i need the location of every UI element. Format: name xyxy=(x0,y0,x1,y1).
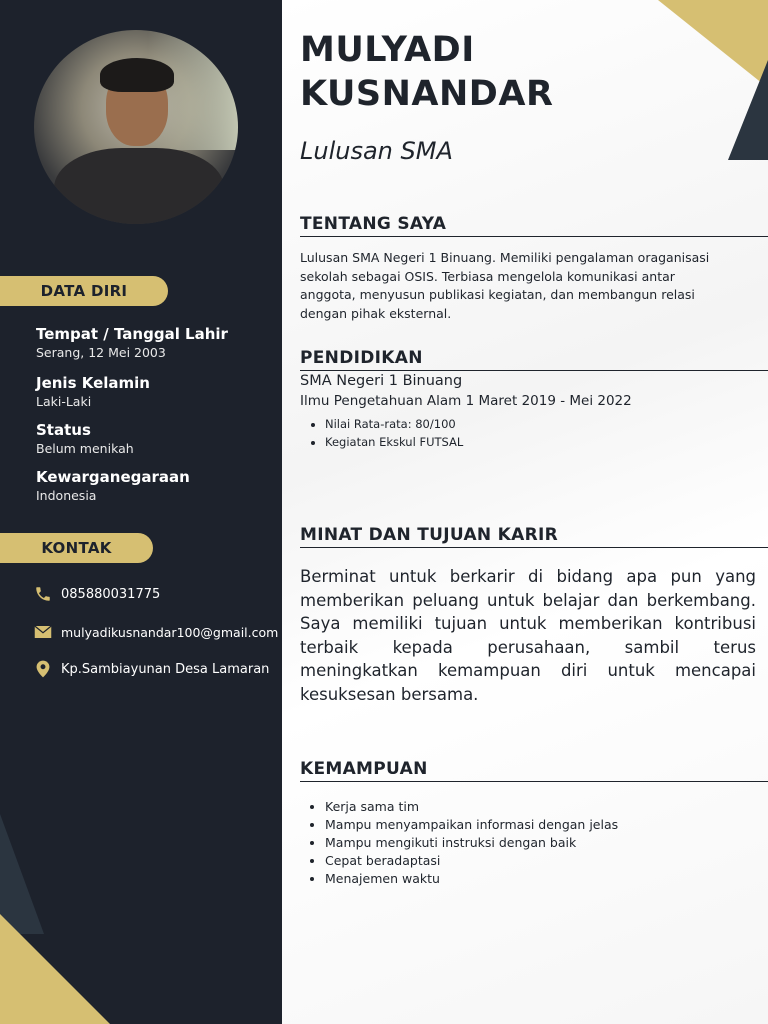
kontak-heading: KONTAK xyxy=(0,533,153,563)
section-title-skills: KEMAMPUAN xyxy=(300,759,768,782)
contact-phone[interactable] xyxy=(34,585,160,603)
phone-icon xyxy=(34,585,52,603)
contact-email[interactable] xyxy=(34,623,278,641)
field-value: Indonesia xyxy=(36,488,97,503)
field-citizenship xyxy=(36,467,190,505)
skills-list xyxy=(308,798,618,888)
education-school: SMA Negeri 1 Binuang xyxy=(300,373,463,389)
sidebar xyxy=(0,0,282,1024)
profile-subtitle: Lulusan SMA xyxy=(300,137,453,165)
list-item: • Kegiatan Ekskul FUTSAL xyxy=(325,433,463,451)
field-label: Status xyxy=(36,421,91,439)
list-item: • Menajemen waktu xyxy=(325,870,618,888)
decor-triangle xyxy=(728,60,768,160)
name-line-1: MULYADI xyxy=(300,30,475,70)
field-birth xyxy=(36,324,228,362)
email-icon xyxy=(34,623,52,641)
name-line-2: KUSNANDAR xyxy=(300,74,554,114)
contact-address-text: Kp.Sambiayunan Desa Lamaran xyxy=(61,661,270,677)
contact-phone-text: 085880031775 xyxy=(61,586,161,602)
field-gender xyxy=(36,373,150,411)
field-value: Laki-Laki xyxy=(36,394,92,409)
list-item: • Mampu menyampaikan informasi dengan jelas xyxy=(325,816,618,834)
about-text xyxy=(300,249,740,323)
field-label: Tempat / Tanggal Lahir xyxy=(36,325,228,343)
about-line: dengan pihak eksternal. xyxy=(300,305,452,321)
profile-photo xyxy=(34,30,238,224)
field-label: Jenis Kelamin xyxy=(36,374,150,392)
section-title-education: PENDIDIKAN xyxy=(300,348,768,371)
list-item: • Cepat beradaptasi xyxy=(325,852,618,870)
contact-email-text: mulyadikusnandar100@gmail.com xyxy=(61,624,279,640)
about-line: sekolah sebagai OSIS. Terbiasa mengelola komunikasi antar xyxy=(300,268,675,284)
career-text: Berminat untuk berkarir di bidang apa pun yang memberikan peluang untuk belajar dan berkembang. Saya memiliki tujuan untuk memberikan kontribusi terbaik kepada perusahaan, sambil terus meningkatkan kemampuan diri untuk mencapai kesuksesan bersama. xyxy=(300,567,756,704)
field-value: Serang, 12 Mei 2003 xyxy=(36,345,166,360)
list-item: • Nilai Rata-rata: 80/100 xyxy=(325,415,463,433)
section-title-career: MINAT DAN TUJUAN KARIR xyxy=(300,525,768,548)
about-line: anggota, menyusun publikasi kegiatan, dan membangun relasi xyxy=(300,287,695,302)
education-detail: Ilmu Pengetahuan Alam 1 Maret 2019 - Mei 2022 xyxy=(300,393,632,409)
data-diri-heading: DATA DIRI xyxy=(0,276,168,306)
full-name xyxy=(300,28,553,116)
field-value: Belum menikah xyxy=(36,441,134,456)
about-line: Lulusan SMA Negeri 1 Binuang. Memiliki pengalaman oraganisasi xyxy=(300,250,710,265)
contact-address[interactable] xyxy=(34,660,269,678)
list-item: • Kerja sama tim xyxy=(325,798,618,816)
field-label: Kewarganegaraan xyxy=(36,468,190,486)
location-icon xyxy=(34,660,52,678)
field-status xyxy=(36,420,134,458)
list-item: • Mampu mengikuti instruksi dengan baik xyxy=(325,834,618,852)
decor-triangle xyxy=(0,914,110,1024)
section-title-about: TENTANG SAYA xyxy=(300,214,768,237)
education-list xyxy=(308,415,463,451)
